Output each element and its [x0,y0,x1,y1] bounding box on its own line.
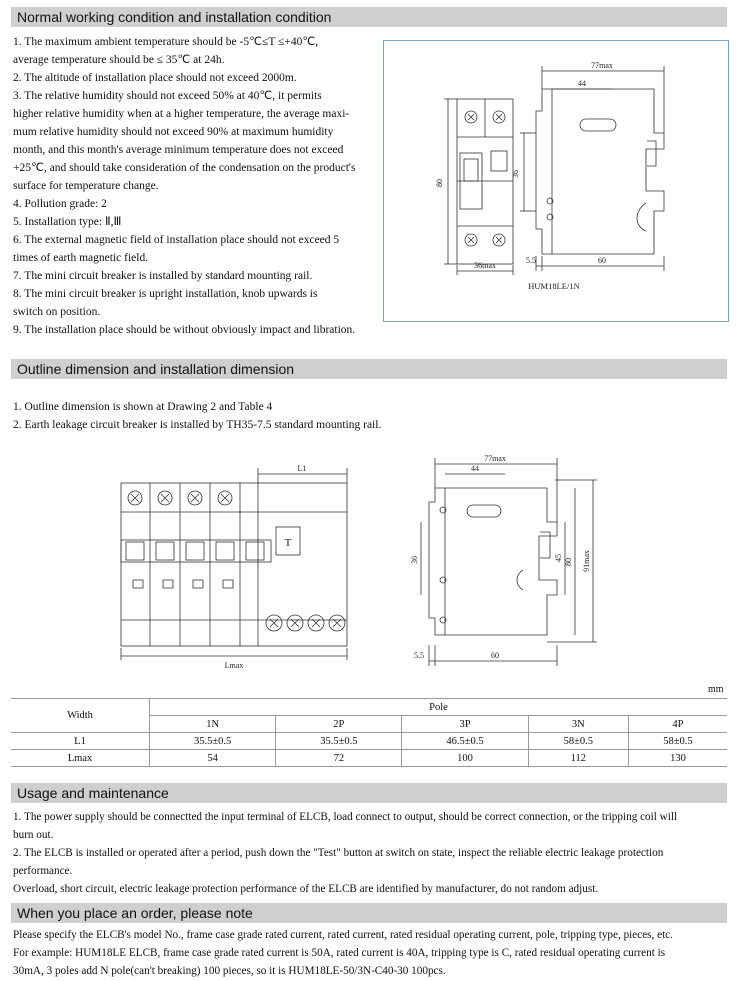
dim-5-5: 5.5 [526,256,536,265]
pole-col: 2P [276,716,402,733]
working-condition-text [13,33,383,339]
text-line: burn out. [13,829,54,841]
table-cell: 46.5±0.5 [402,733,528,750]
usage-text [13,808,729,898]
drawing-1-frame [383,40,729,322]
text-line: 3. The relative humidity should not exceed 50% at 40℃, it permits [13,90,322,102]
dim-36max: 36max [474,261,496,270]
drawing-1 [384,41,728,321]
table-cell: 58±0.5 [628,733,727,750]
text-line: mum relative humidity should not exceed 90% at maximum humidity [13,126,334,138]
pole-col: 3N [528,716,628,733]
unit-label: mm [708,684,724,695]
breaker-side-outline [536,89,664,254]
text-line: average temperature should be ≤ 35℃ at 24h. [13,54,225,66]
text-line: 2. The ELCB is installed or operated after a period, push down the "Test" button at switch on state, inspect the reliable electric leakage protection [13,847,664,859]
text-line: For example: HUM18LE ELCB, frame case grade rated current is 50A, rated current is 40A, tripping type is C, rated residual operating current is [13,947,666,959]
text-line: 6. The external magnetic field of installation place should not exceed 5 [13,234,340,246]
table-cell: 35.5±0.5 [150,733,276,750]
dim-5-5: 5.5 [414,651,424,660]
text-line: Overload, short circuit, electric leakage protection performance of the ELCB are identified by manufacturer, do not random adjust. [13,883,599,895]
dimension-table [11,698,727,767]
dim-44: 44 [471,464,479,473]
text-line: 30mA, 3 poles add N pole(can't breaking) 100 pieces, so it is HUM18LE-50/3N-C40-30 100pcs. [13,965,446,977]
table-cell: 35.5±0.5 [276,733,402,750]
table-cell: 54 [150,750,276,767]
dim-44: 44 [578,79,586,88]
dim-91max: 91max [582,550,591,572]
drawing-1-caption: HUM18LE/1N [528,281,580,291]
table-row [11,733,727,750]
dim-60: 60 [491,651,499,660]
text-line: 5. Installation type: Ⅱ,Ⅲ [13,216,122,228]
dim-60: 60 [598,256,606,265]
text-line: 4. Pollution grade: 2 [13,198,107,210]
text-line: 8. The mini circuit breaker is upright installation, knob upwards is [13,288,318,300]
table-cell: 100 [402,750,528,767]
table-row [11,750,727,767]
row-label: Lmax [11,750,150,767]
outline-dimension-text [13,398,729,434]
dim-36: 36 [410,556,419,564]
text-line: times of earth magnetic field. [13,252,149,264]
table-row [11,699,727,716]
pole-col: 3P [402,716,528,733]
pole-header: Pole [150,699,728,716]
text-line: 9. The installation place should be without obviously impact and libration. [13,324,356,336]
section-header-order: When you place an order, please note [11,903,727,923]
table-cell: 112 [528,750,628,767]
text-line: 2. Earth leakage circuit breaker is installed by TH35-7.5 standard mounting rail. [13,419,382,431]
table-cell: 58±0.5 [528,733,628,750]
drawing-2-front [110,460,360,675]
section-header-working-condition: Normal working condition and installation condition [11,7,727,27]
text-line: month, and this month's average minimum temperature does not exceed [13,144,344,156]
dim-77max: 77max [484,454,506,463]
text-line: 1. Outline dimension is shown at Drawing 2 and Table 4 [13,401,273,413]
elcb-side-outline [429,488,557,635]
width-header: Width [11,699,150,733]
text-line: 7. The mini circuit breaker is installed by standard mounting rail. [13,270,313,282]
text-line: performance. [13,865,73,877]
row-label: L1 [11,733,150,750]
dim-80: 80 [564,558,573,566]
dim-Lmax: Lmax [224,661,244,670]
toggle-bar [121,540,271,562]
section-header-outline-dimension: Outline dimension and installation dimension [11,359,727,379]
dim-77max: 77max [591,61,613,70]
text-line: surface for temperature change. [13,180,159,192]
test-button-label: T [284,537,292,549]
pole-col: 4P [628,716,727,733]
dim-45: 45 [554,554,563,562]
dim-36: 36 [511,170,520,178]
text-line: switch on position. [13,306,101,318]
table-cell: 130 [628,750,727,767]
dim-80: 80 [435,179,444,187]
text-line: 2. The altitude of installation place should not exceed 2000m. [13,72,297,84]
test-button [491,151,507,171]
text-line: +25℃, and should take consideration of the condensation on the product's [13,162,356,174]
order-text [13,926,729,980]
section-header-usage: Usage and maintenance [11,783,727,803]
text-line: Please specify the ELCB's model No., frame case grade rated current, rated current, rated residual operating current, pole, tripping type, pieces, etc. [13,929,673,941]
table-cell: 72 [276,750,402,767]
text-line: 1. The power supply should be connectted the input terminal of ELCB, load connect to output, should be correct connection, or the tripping coil will [13,811,678,823]
drawing-2-side [405,450,610,675]
dim-L1: L1 [297,464,307,473]
text-line: higher relative humidity when at a higher temperature, the average maxi- [13,108,350,120]
text-line: 1. The maximum ambient temperature should be -5℃≤T ≤+40℃, [13,36,319,48]
pole-col: 1N [150,716,276,733]
elcb-front-outline [121,483,347,646]
